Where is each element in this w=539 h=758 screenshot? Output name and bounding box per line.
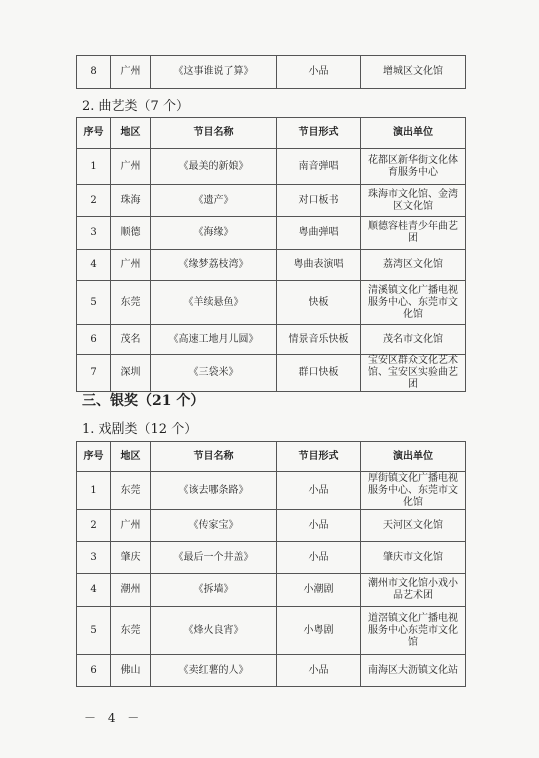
cell-region: 深圳 [111, 355, 151, 392]
cell-unit: 道滘镇文化广播电视服务中心东莞市文化馆 [361, 607, 466, 655]
cell-unit: 厚街镇文化广播电视服务中心、东莞市文化馆 [361, 472, 466, 510]
cell-form: 粤曲表演唱 [277, 250, 361, 281]
table-header-row [77, 442, 466, 472]
section-heading-drama: 1. 戏剧类（12 个） [82, 422, 198, 437]
table-row [77, 281, 466, 325]
table-row [77, 355, 466, 392]
cell-title: 《拆墙》 [151, 574, 277, 607]
cell-unit: 顺德容桂青少年曲艺团 [361, 217, 466, 250]
cell-no: 1 [77, 149, 111, 185]
cell-no: 7 [77, 355, 111, 392]
cell-no: 3 [77, 217, 111, 250]
cell-title: 《高速工地月儿圆》 [151, 325, 277, 355]
header-unit: 演出单位 [361, 118, 466, 149]
cell-region: 珠海 [111, 185, 151, 217]
cell-form: 小品 [277, 56, 361, 89]
cell-form: 粤曲弹唱 [277, 217, 361, 250]
cell-unit: 肇庆市文化馆 [361, 542, 466, 574]
table-row [77, 185, 466, 217]
table-row [77, 325, 466, 355]
cell-unit: 清溪镇文化广播电视服务中心、东莞市文化馆 [361, 281, 466, 325]
cell-no: 4 [77, 250, 111, 281]
cell-region: 潮州 [111, 574, 151, 607]
header-region: 地区 [111, 442, 151, 472]
section-heading-silver: 三、银奖（21 个） [82, 393, 205, 409]
cell-region: 广州 [111, 250, 151, 281]
header-title: 节目名称 [151, 442, 277, 472]
table-row [77, 542, 466, 574]
table-continued [76, 55, 466, 89]
cell-form: 小品 [277, 510, 361, 542]
cell-no: 5 [77, 607, 111, 655]
cell-region: 东莞 [111, 472, 151, 510]
cell-title: 《羊续悬鱼》 [151, 281, 277, 325]
cell-unit: 增城区文化馆 [361, 56, 466, 89]
cell-no: 4 [77, 574, 111, 607]
cell-region: 茂名 [111, 325, 151, 355]
header-form: 节目形式 [277, 118, 361, 149]
cell-title: 《最美的新娘》 [151, 149, 277, 185]
table-row [77, 472, 466, 510]
cell-form: 小品 [277, 542, 361, 574]
table-row [77, 250, 466, 281]
cell-unit: 花都区新华街文化体育服务中心 [361, 149, 466, 185]
page-number: － 4 － [84, 711, 144, 725]
cell-no: 1 [77, 472, 111, 510]
header-no: 序号 [77, 118, 111, 149]
cell-region: 东莞 [111, 281, 151, 325]
cell-title: 《缘梦荔枝湾》 [151, 250, 277, 281]
table-row [77, 56, 466, 89]
cell-title: 《该去哪条路》 [151, 472, 277, 510]
table-row [77, 574, 466, 607]
table-quyi [76, 117, 466, 392]
header-form: 节目形式 [277, 442, 361, 472]
cell-no: 8 [77, 56, 111, 89]
cell-unit: 珠海市文化馆、金湾区文化馆 [361, 185, 466, 217]
cell-no: 2 [77, 510, 111, 542]
cell-form: 南音弹唱 [277, 149, 361, 185]
cell-no: 2 [77, 185, 111, 217]
cell-region: 佛山 [111, 655, 151, 687]
cell-unit: 天河区文化馆 [361, 510, 466, 542]
table-row [77, 217, 466, 250]
cell-title: 《传家宝》 [151, 510, 277, 542]
cell-region: 肇庆 [111, 542, 151, 574]
cell-region: 广州 [111, 510, 151, 542]
cell-unit: 荔湾区文化馆 [361, 250, 466, 281]
header-region: 地区 [111, 118, 151, 149]
cell-no: 6 [77, 325, 111, 355]
table-row [77, 149, 466, 185]
table-drama [76, 441, 466, 687]
cell-form: 群口快板 [277, 355, 361, 392]
cell-no: 5 [77, 281, 111, 325]
header-no: 序号 [77, 442, 111, 472]
cell-unit: 茂名市文化馆 [361, 325, 466, 355]
table-row [77, 607, 466, 655]
cell-unit: 南海区大沥镇文化站 [361, 655, 466, 687]
cell-form: 小潮剧 [277, 574, 361, 607]
cell-no: 3 [77, 542, 111, 574]
cell-title: 《卖红薯的人》 [151, 655, 277, 687]
cell-title: 《三袋米》 [151, 355, 277, 392]
cell-title: 《最后一个井盖》 [151, 542, 277, 574]
header-unit: 演出单位 [361, 442, 466, 472]
section-heading-quyi: 2. 曲艺类（7 个） [82, 99, 189, 114]
cell-form: 小粤剧 [277, 607, 361, 655]
cell-title: 《这事谁说了算》 [151, 56, 277, 89]
cell-title: 《遗产》 [151, 185, 277, 217]
cell-form: 快板 [277, 281, 361, 325]
cell-title: 《海缘》 [151, 217, 277, 250]
cell-no: 6 [77, 655, 111, 687]
cell-form: 情景音乐快板 [277, 325, 361, 355]
table-row [77, 655, 466, 687]
cell-region: 广州 [111, 56, 151, 89]
cell-unit: 宝安区群众文化艺术馆、宝安区实验曲艺团 [361, 355, 466, 392]
cell-form: 对口板书 [277, 185, 361, 217]
table-row [77, 510, 466, 542]
cell-form: 小品 [277, 472, 361, 510]
cell-title: 《烽火良宵》 [151, 607, 277, 655]
table-header-row [77, 118, 466, 149]
cell-region: 东莞 [111, 607, 151, 655]
cell-region: 顺德 [111, 217, 151, 250]
cell-form: 小品 [277, 655, 361, 687]
cell-region: 广州 [111, 149, 151, 185]
cell-unit: 潮州市文化馆小戏小品艺术团 [361, 574, 466, 607]
header-title: 节目名称 [151, 118, 277, 149]
